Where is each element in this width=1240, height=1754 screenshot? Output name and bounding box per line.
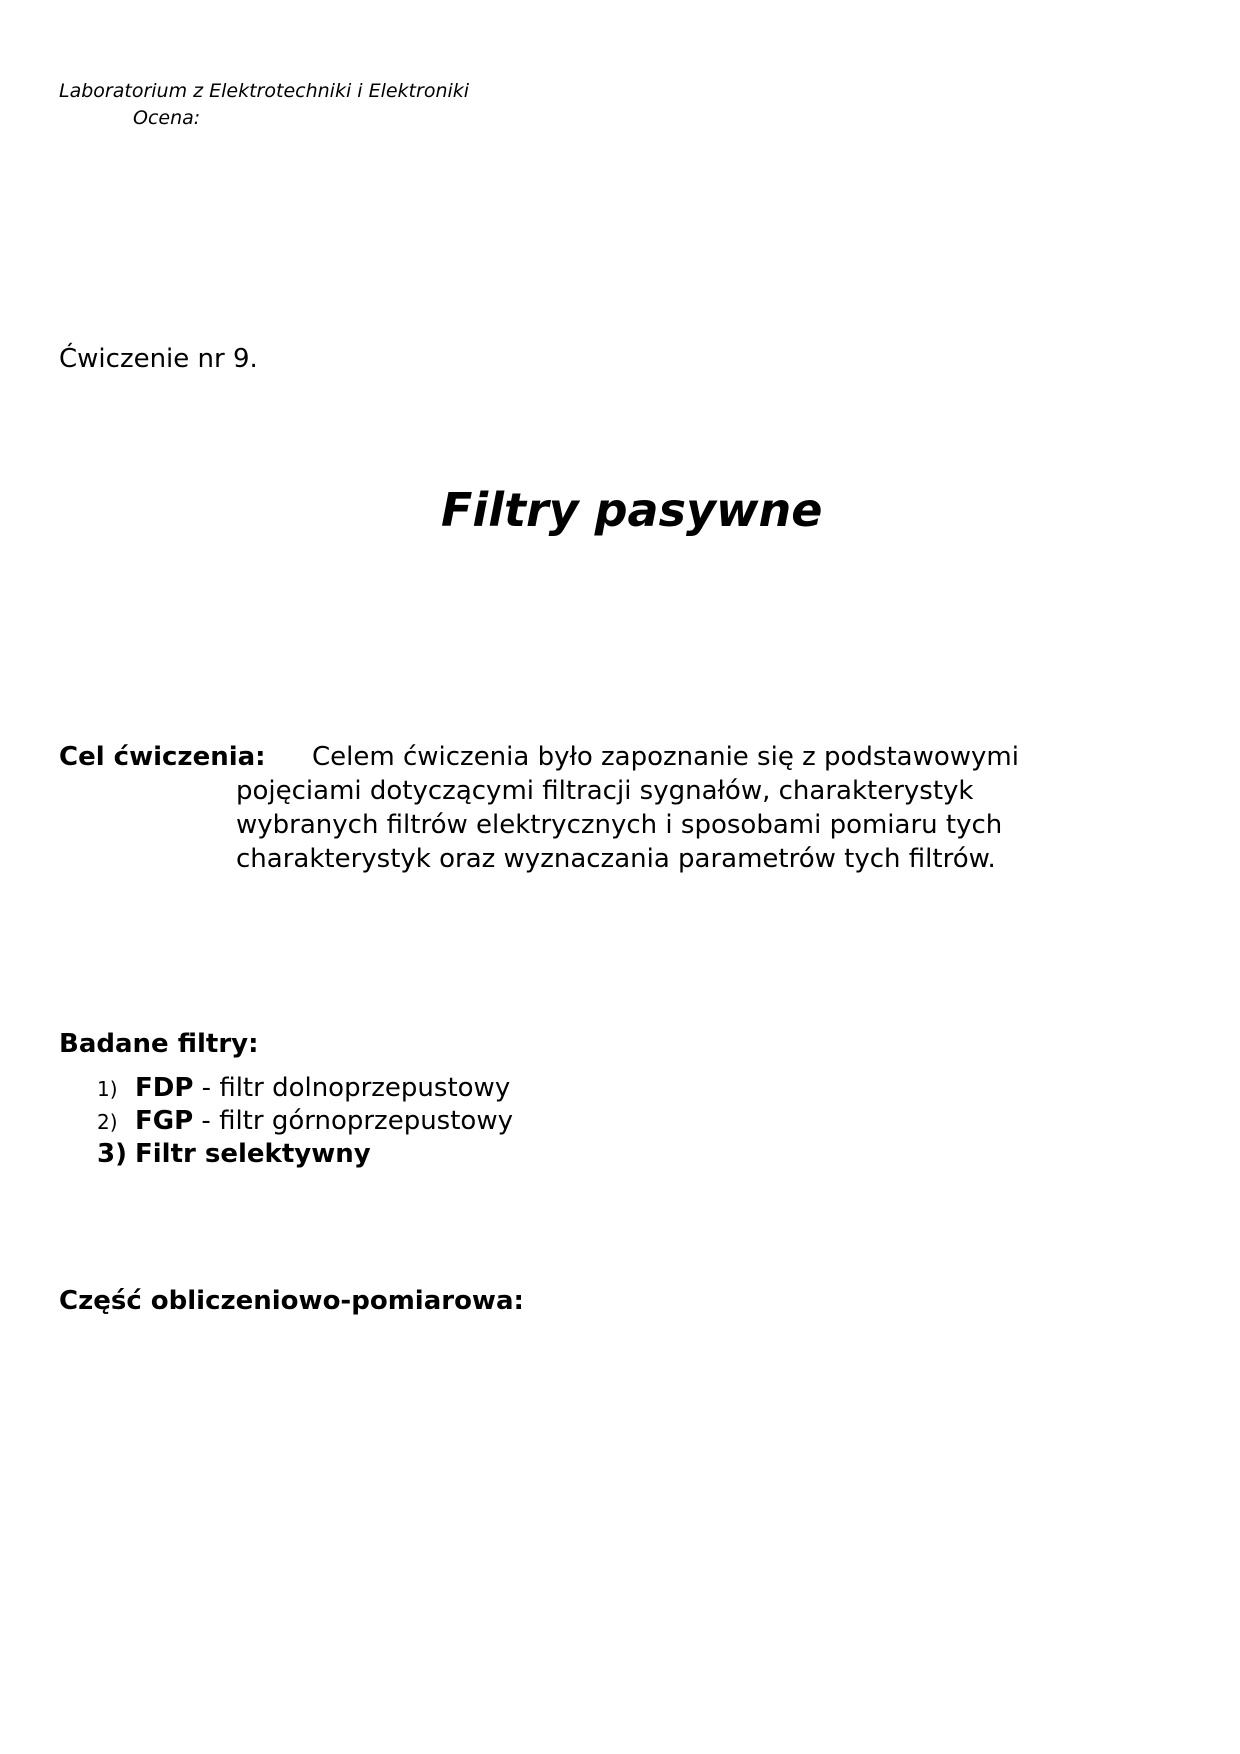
goal-line: Celem ćwiczenia było zapoznanie się z podstawowymi [312,742,1019,772]
filter-desc: - filtr dolnoprzepustowy [193,1073,511,1103]
list-item [97,1106,513,1136]
goal-line: charakterystyk oraz wyznaczania parametrów tych filtrów. [236,844,996,874]
filters-heading: Badane filtry: [59,1029,259,1059]
list-number: 2) [97,1110,118,1134]
list-item [97,1139,371,1169]
goal-text [236,774,1002,876]
goal-label: Cel ćwiczenia: [59,742,266,772]
filter-desc: - filtr górnoprzepustowy [193,1106,513,1136]
filter-abbr: FDP [135,1073,194,1103]
section-heading: Część obliczeniowo-pomiarowa: [59,1286,524,1316]
list-item [97,1073,510,1103]
goal-line: wybranych filtrów elektrycznych i sposobami pomiaru tych [236,810,1003,840]
document-title: Filtry pasywne [441,483,823,537]
exercise-number: Ćwiczenie nr 9. [59,344,258,374]
goal-line: pojęciami dotyczącymi filtracji sygnałów, charakterystyk [236,776,974,806]
list-number: 3) [97,1139,127,1169]
list-number: 1) [97,1077,118,1101]
lab-header: Laboratorium z Elektrotechniki i Elektroniki [59,80,470,102]
filter-abbr: FGP [135,1106,194,1136]
filter-abbr: Filtr selektywny [135,1139,371,1169]
grade-label: Ocena: [133,107,201,129]
